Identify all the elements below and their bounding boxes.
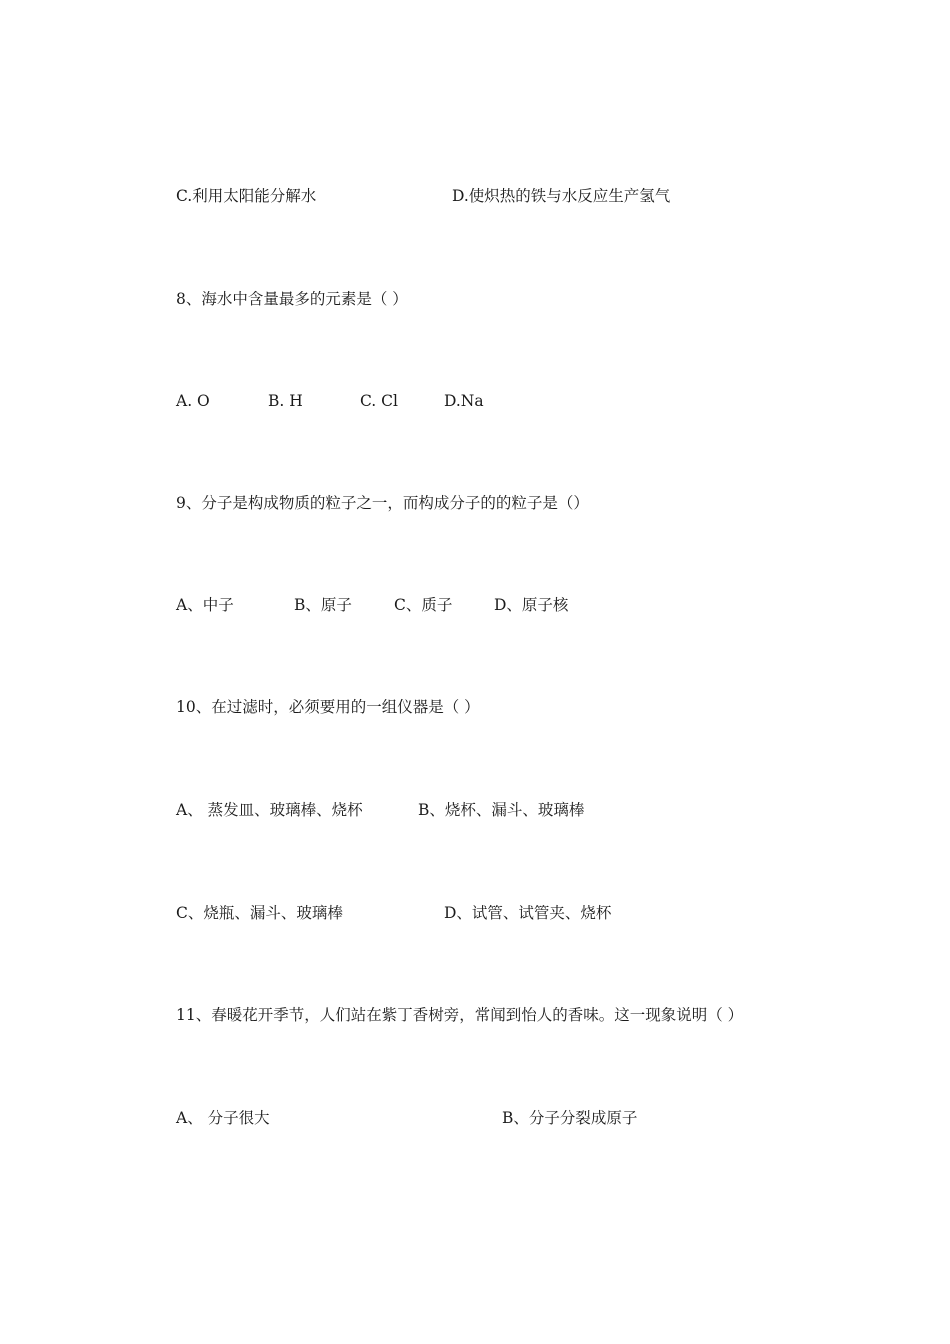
q10-option-d: D、试管、试管夹、烧杯: [444, 904, 612, 922]
q9-option-c: C、质子: [394, 596, 453, 614]
q9-option-b: B、原子: [294, 596, 352, 614]
q8-option-c: C. Cl: [360, 392, 398, 410]
q8-option-d: D.Na: [444, 392, 484, 410]
q9-option-d: D、原子核: [494, 596, 569, 614]
q11-option-b: B、分子分裂成原子: [502, 1109, 638, 1127]
q10-option-b: B、烧杯、漏斗、玻璃棒: [418, 801, 585, 819]
q11-option-a: A、 分子很大: [176, 1109, 270, 1127]
q8-option-a: A. O: [176, 392, 210, 410]
q9-option-a: A、中子: [176, 596, 234, 614]
q7-option-d: D.使炽热的铁与水反应生产氢气: [452, 187, 671, 205]
q10-question: 10、在过滤时，必须要用的一组仪器是（ ）: [176, 698, 480, 716]
q10-option-c: C、烧瓶、漏斗、玻璃棒: [176, 904, 343, 922]
q9-question: 9、分子是构成物质的粒子之一，而构成分子的的粒子是（）: [176, 494, 589, 512]
q8-option-b: B. H: [268, 392, 303, 410]
q7-option-c: C.利用太阳能分解水: [176, 187, 317, 205]
q11-question: 11、春暖花开季节，人们站在紫丁香树旁，常闻到怡人的香味。这一现象说明（ ）: [176, 1006, 744, 1024]
q8-question: 8、海水中含量最多的元素是（ ）: [176, 290, 408, 308]
q10-option-a: A、 蒸发皿、玻璃棒、烧杯: [176, 801, 363, 819]
